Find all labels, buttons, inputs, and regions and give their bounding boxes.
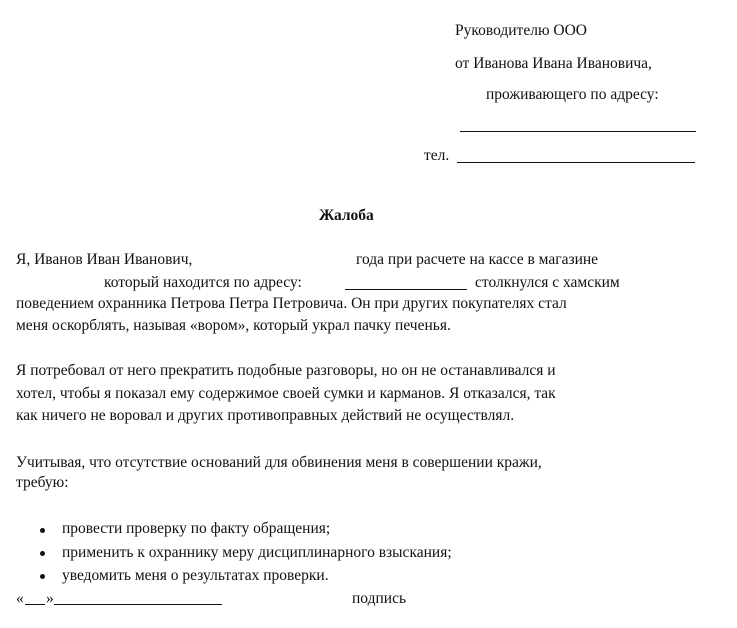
from-line: от Иванова Ивана Ивановича, (455, 55, 652, 72)
date-day-blank (25, 604, 45, 605)
demand-item: уведомить меня о результатах проверки. (62, 567, 329, 584)
p1-line1-part2: года при расчете на кассе в магазине (356, 251, 599, 268)
bullet-icon (40, 528, 45, 533)
address-blank (460, 131, 696, 132)
store-address-blank (345, 289, 467, 290)
p2-line3: как ничего не воровал и других противоправных действий не осуществлял. (16, 407, 515, 424)
residing-line: проживающего по адресу: (486, 86, 659, 103)
bullet-icon (40, 574, 45, 579)
bullet-icon (40, 551, 45, 556)
p1-line2-part2: столкнулся с хамским (475, 274, 620, 291)
recipient-line: Руководителю ООО (455, 22, 587, 39)
p1-line3: поведением охранника Петрова Петра Петровича. Он при других покупателях стал (16, 295, 567, 312)
date-close-quote: » (46, 590, 54, 607)
p1-line2-part1: который находится по адресу: (104, 274, 302, 291)
p1-line4: меня оскорблять, называя «вором», который украл пачку печенья. (16, 317, 451, 334)
demand-item: применить к охраннику меру дисциплинарного взыскания; (62, 544, 452, 561)
phone-label: тел. (424, 147, 450, 164)
document-title: Жалоба (319, 207, 374, 224)
date-month-blank (54, 604, 222, 605)
phone-blank (457, 162, 695, 163)
p2-line2: хотел, чтобы я показал ему содержимое своей сумки и карманов. Я отказался, так (16, 385, 556, 402)
p3-line2: требую: (16, 474, 69, 491)
p1-line1-part1: Я, Иванов Иван Иванович, (16, 251, 193, 268)
p3-line1: Учитывая, что отсутствие оснований для обвинения меня в совершении кражи, (16, 454, 542, 471)
date-open-quote: « (16, 590, 24, 607)
signature-label: подпись (352, 590, 407, 607)
p2-line1: Я потребовал от него прекратить подобные разговоры, но он не останавливался и (16, 362, 556, 379)
demand-item: провести проверку по факту обращения; (62, 520, 331, 537)
